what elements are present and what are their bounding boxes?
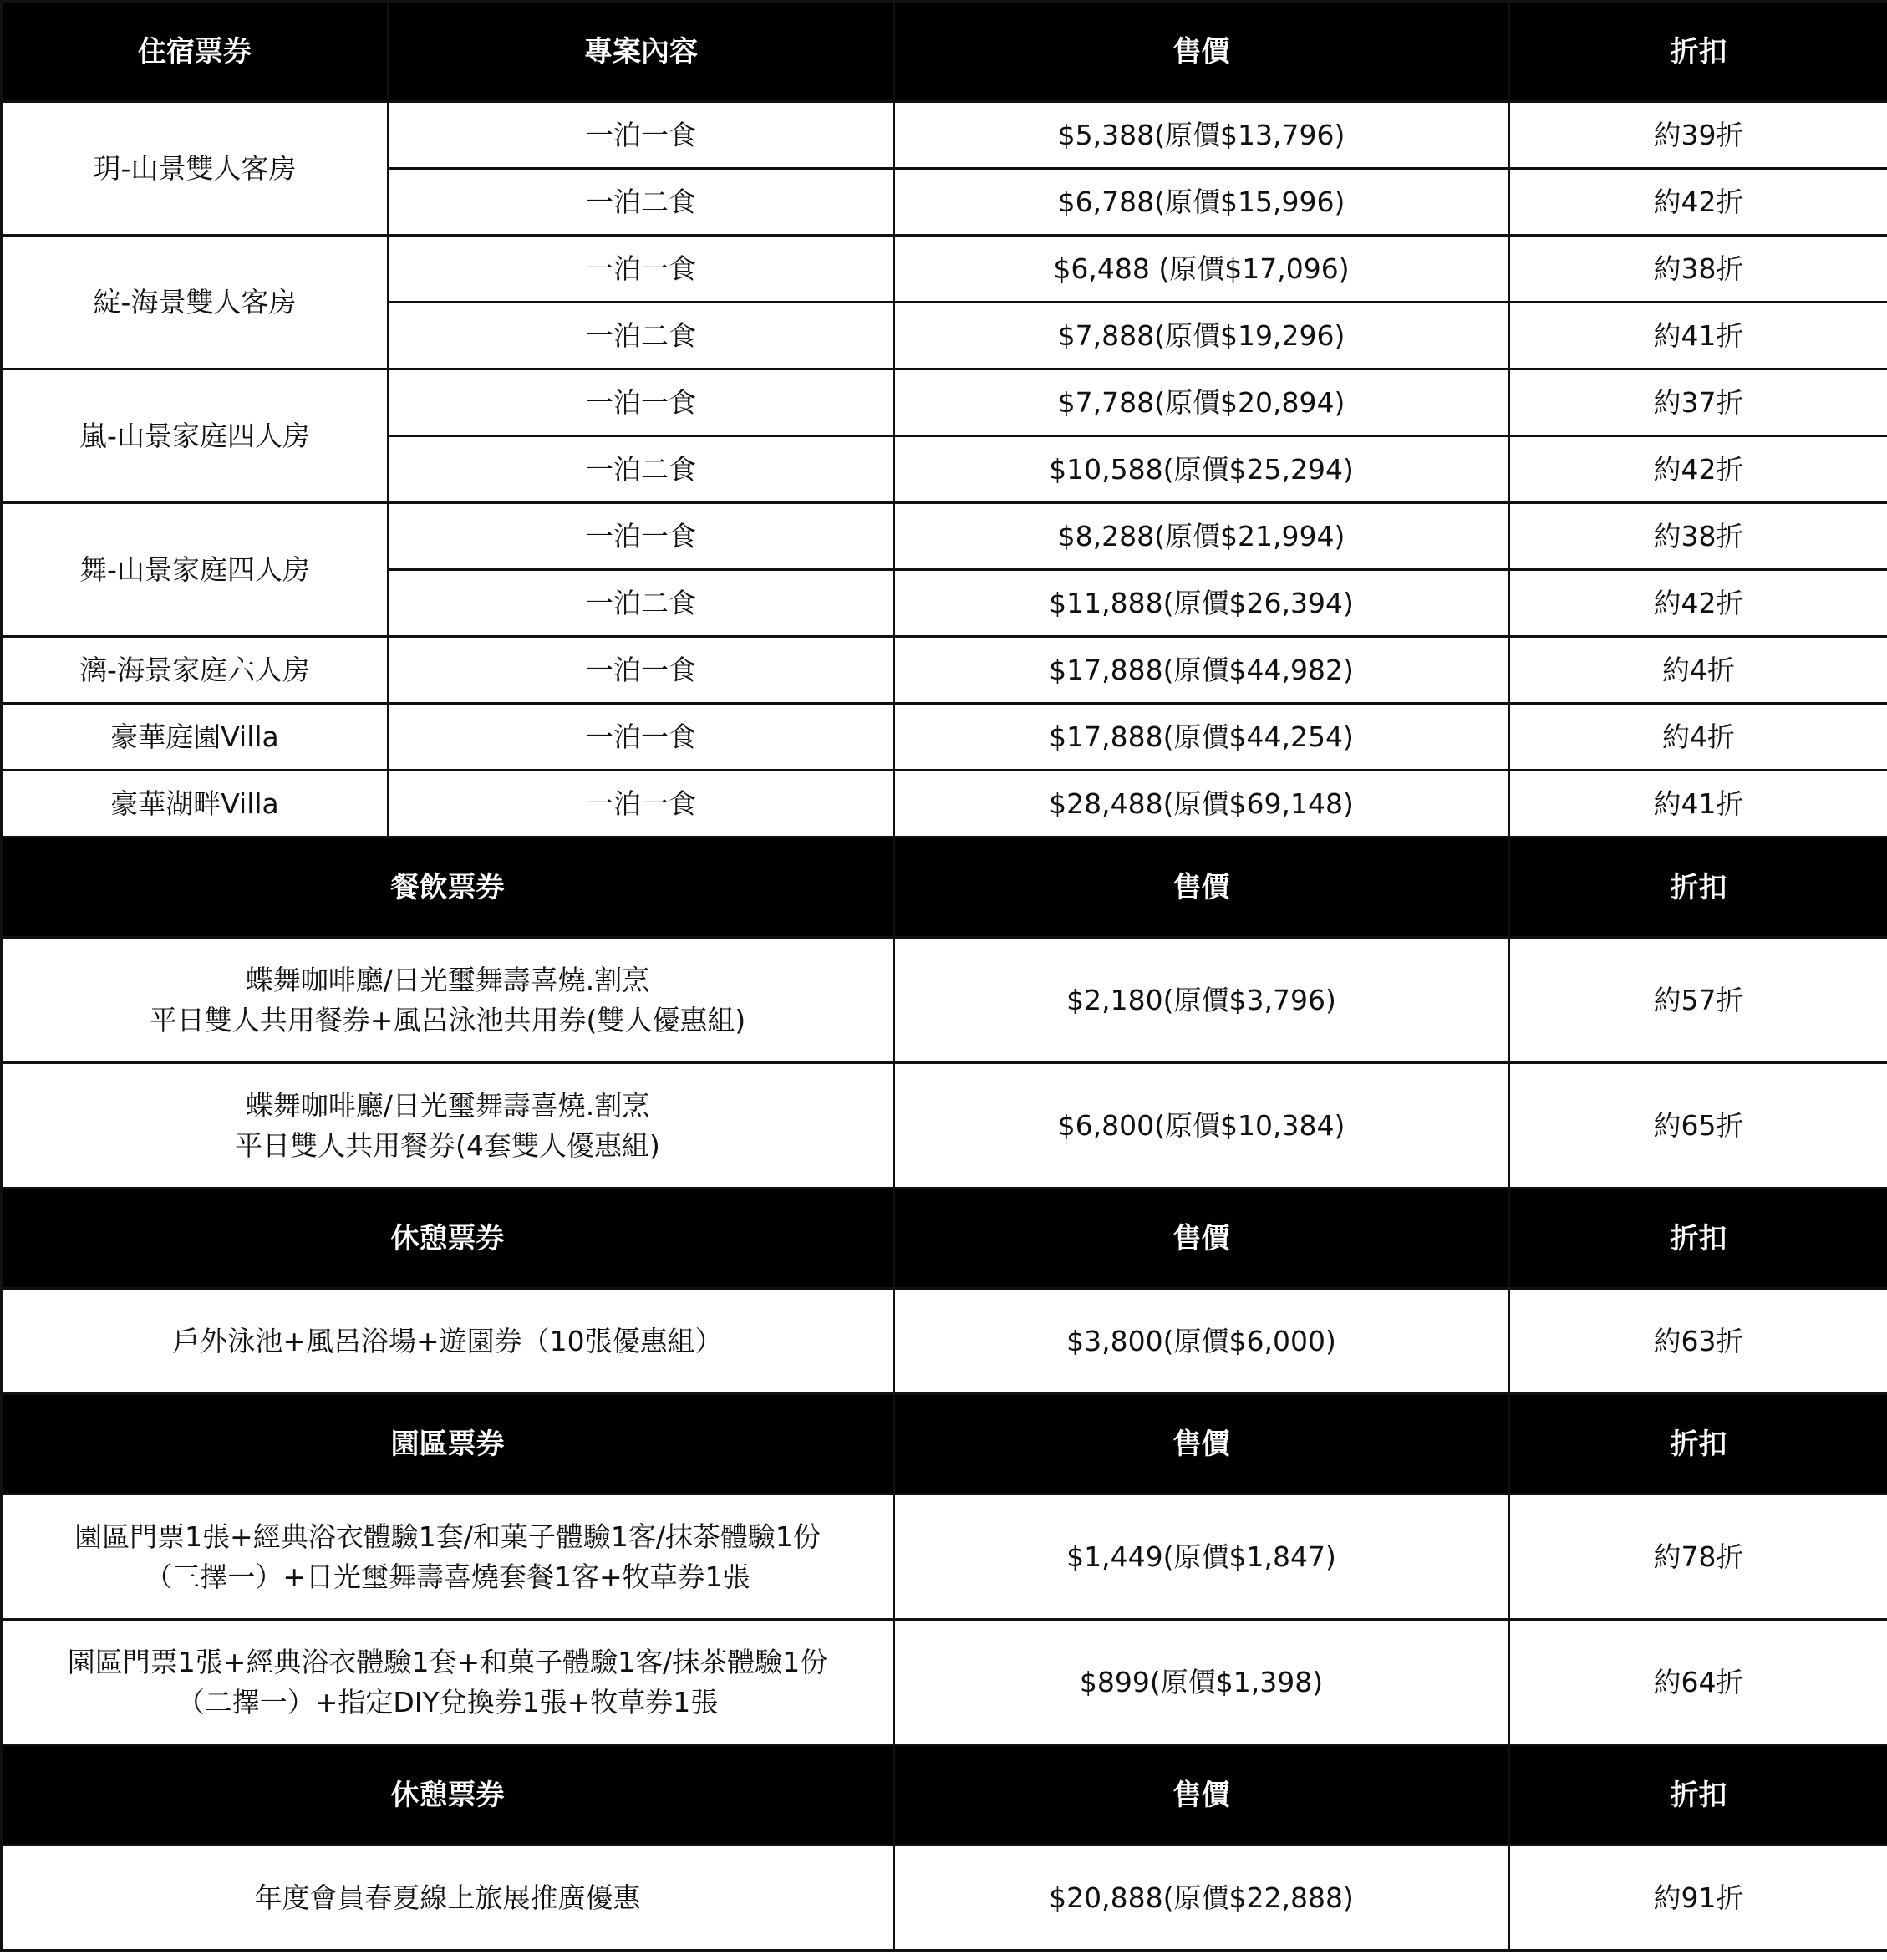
plan-cell: 一泊一食: [389, 236, 894, 303]
table-row: [2, 1289, 1887, 1394]
item-cell: [2, 1494, 894, 1620]
discount-cell: 約91折: [1509, 1845, 1887, 1951]
item-cell: 戶外泳池+風呂浴場+遊園券（10張優惠組）: [2, 1289, 894, 1394]
discount-cell: 約41折: [1509, 771, 1887, 837]
price-cell: $17,888(原價$44,254): [894, 704, 1509, 771]
plan-cell: 一泊一食: [389, 102, 894, 169]
discount-cell: 約65折: [1509, 1063, 1887, 1189]
rest-header-price: 售價: [894, 1189, 1509, 1289]
item-line-2: （二擇一）+指定DIY兌換券1張+牧草券1張: [176, 1685, 719, 1718]
room-name: 舞-山景家庭四人房: [2, 503, 389, 637]
item-line-2: （三擇一）+日光璽舞壽喜燒套餐1客+牧草券1張: [145, 1560, 750, 1593]
price-cell: $3,800(原價$6,000): [894, 1289, 1509, 1394]
item-cell: [2, 938, 894, 1063]
price-cell: $899(原價$1,398): [894, 1620, 1509, 1745]
discount-cell: 約42折: [1509, 570, 1887, 637]
discount-cell: 約4折: [1509, 637, 1887, 704]
dining-header-discount: 折扣: [1509, 837, 1887, 938]
price-cell: $5,388(原價$13,796): [894, 102, 1509, 169]
plan-cell: 一泊一食: [389, 704, 894, 771]
rest-header-discount: 折扣: [1509, 1189, 1887, 1289]
table-row: [2, 503, 1887, 570]
discount-cell: 約42折: [1509, 169, 1887, 236]
discount-cell: 約57折: [1509, 938, 1887, 1063]
plan-cell: 一泊二食: [389, 436, 894, 503]
room-name: 玥-山景雙人客房: [2, 102, 389, 236]
price-cell: $6,800(原價$10,384): [894, 1063, 1509, 1189]
table-row: [2, 771, 1887, 837]
item-line-1: 園區門票1張+經典浴衣體驗1套/和菓子體驗1客/抹茶體驗1份: [74, 1520, 821, 1553]
item-cell: [2, 1063, 894, 1189]
price-cell: $7,888(原價$19,296): [894, 303, 1509, 369]
lodging-header-plan: 專案內容: [389, 2, 894, 102]
table-row: [2, 102, 1887, 169]
lodging-header-ticket: 住宿票券: [2, 2, 389, 102]
table-row: [2, 938, 1887, 1063]
plan-cell: 一泊一食: [389, 637, 894, 704]
discount-cell: 約78折: [1509, 1494, 1887, 1620]
table-row: [2, 236, 1887, 303]
table-row: [2, 637, 1887, 704]
price-cell: $8,288(原價$21,994): [894, 503, 1509, 570]
price-cell: $6,788(原價$15,996): [894, 169, 1509, 236]
discount-cell: 約38折: [1509, 503, 1887, 570]
item-cell: [2, 1620, 894, 1745]
discount-cell: 約4折: [1509, 704, 1887, 771]
price-cell: $10,588(原價$25,294): [894, 436, 1509, 503]
table-row: [2, 1845, 1887, 1951]
price-cell: $20,888(原價$22,888): [894, 1845, 1509, 1951]
lodging-header-discount: 折扣: [1509, 2, 1887, 102]
table-row: [2, 1063, 1887, 1189]
plan-cell: 一泊二食: [389, 570, 894, 637]
rest2-header-price: 售價: [894, 1745, 1509, 1845]
item-line-1: 蝶舞咖啡廳/日光璽舞壽喜燒.割烹: [245, 963, 650, 996]
room-name: 嵐-山景家庭四人房: [2, 369, 389, 503]
price-cell: $17,888(原價$44,982): [894, 637, 1509, 704]
discount-cell: 約38折: [1509, 236, 1887, 303]
item-line-1: 園區門票1張+經典浴衣體驗1套+和菓子體驗1客/抹茶體驗1份: [67, 1645, 828, 1678]
item-cell: 年度會員春夏線上旅展推廣優惠: [2, 1845, 894, 1951]
item-line-1: 蝶舞咖啡廳/日光璽舞壽喜燒.割烹: [245, 1088, 650, 1122]
discount-cell: 約42折: [1509, 436, 1887, 503]
park-header-row: [2, 1394, 1887, 1494]
dining-header-price: 售價: [894, 837, 1509, 938]
rest2-header-discount: 折扣: [1509, 1745, 1887, 1845]
dining-header-row: [2, 837, 1887, 938]
park-header-ticket: 園區票券: [2, 1394, 894, 1494]
park-header-price: 售價: [894, 1394, 1509, 1494]
table-row: [2, 1620, 1887, 1745]
plan-cell: 一泊一食: [389, 369, 894, 436]
plan-cell: 一泊一食: [389, 503, 894, 570]
price-cell: $2,180(原價$3,796): [894, 938, 1509, 1063]
price-cell: $7,788(原價$20,894): [894, 369, 1509, 436]
rest2-header-ticket: 休憩票券: [2, 1745, 894, 1845]
room-name: 綻-海景雙人客房: [2, 236, 389, 369]
price-cell: $1,449(原價$1,847): [894, 1494, 1509, 1620]
room-name: 豪華庭園Villa: [2, 704, 389, 771]
discount-cell: 約37折: [1509, 369, 1887, 436]
lodging-header-row: [2, 2, 1887, 102]
table-row: [2, 1494, 1887, 1620]
rest-header-row: [2, 1189, 1887, 1289]
room-name: 漓-海景家庭六人房: [2, 637, 389, 704]
lodging-header-price: 售價: [894, 2, 1509, 102]
price-cell: $28,488(原價$69,148): [894, 771, 1509, 837]
price-cell: $11,888(原價$26,394): [894, 570, 1509, 637]
plan-cell: 一泊二食: [389, 169, 894, 236]
item-line-2: 平日雙人共用餐券+風呂泳池共用券(雙人優惠組): [149, 1003, 746, 1036]
plan-cell: 一泊二食: [389, 303, 894, 369]
dining-header-ticket: 餐飲票券: [2, 837, 894, 938]
discount-cell: 約64折: [1509, 1620, 1887, 1745]
rest-header-ticket: 休憩票券: [2, 1189, 894, 1289]
discount-cell: 約63折: [1509, 1289, 1887, 1394]
plan-cell: 一泊一食: [389, 771, 894, 837]
table-row: [2, 369, 1887, 436]
table-row: [2, 704, 1887, 771]
park-header-discount: 折扣: [1509, 1394, 1887, 1494]
item-line-2: 平日雙人共用餐券(4套雙人優惠組): [235, 1128, 660, 1162]
price-cell: $6,488 (原價$17,096): [894, 236, 1509, 303]
discount-cell: 約41折: [1509, 303, 1887, 369]
room-name: 豪華湖畔Villa: [2, 771, 389, 837]
discount-cell: 約39折: [1509, 102, 1887, 169]
rest2-header-row: [2, 1745, 1887, 1845]
